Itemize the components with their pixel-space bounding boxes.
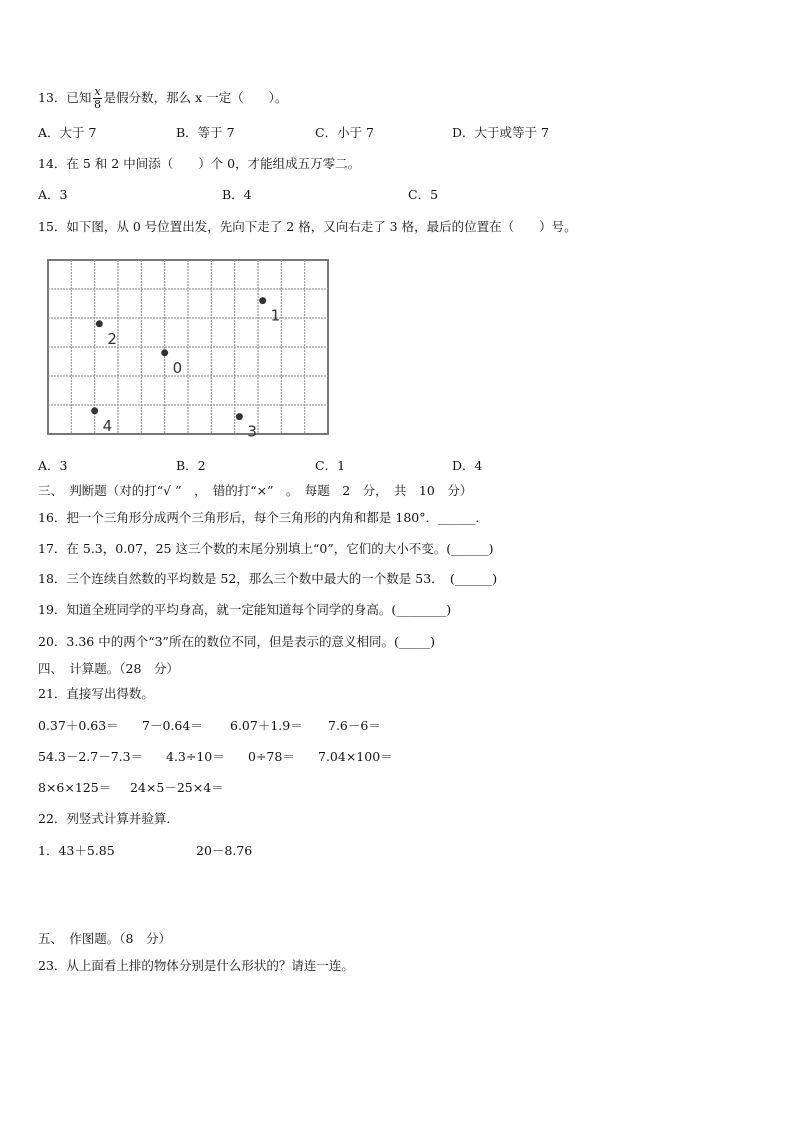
q21-row1-item: 7－0.64＝ <box>142 718 203 733</box>
q15-grid-svg <box>44 256 330 438</box>
q13-option-a: A．大于 7 <box>38 125 97 140</box>
q15-option-b: B．2 <box>176 458 206 473</box>
q13-suffix: 是假分数，那么 x 一定（ ）。 <box>103 90 288 105</box>
q17-stem: 17．在 5.3，0.07，25 这三个数的末尾分别填上“0”，它们的大小不变。(______) <box>38 541 494 556</box>
q13-option-c: C．小于 7 <box>315 125 374 140</box>
grid-point-0 <box>161 349 168 356</box>
q20-stem: 20．3.36 中的两个“3”所在的数位不同，但是表示的意义相同。(_____) <box>38 634 435 649</box>
q13-option-b: B．等于 7 <box>176 125 235 140</box>
q19-stem: 19．知道全班同学的平均身高，就一定能知道每个同学的身高。(________) <box>38 602 452 617</box>
grid-point-label-3: 3 <box>247 422 257 438</box>
q14-option-c: C．5 <box>408 187 439 202</box>
grid-point-label-1: 1 <box>270 306 281 325</box>
q14-stem: 14．在 5 和 2 中间添（ ）个 0，才能组成五万零二。 <box>38 156 361 171</box>
q16-stem: 16．把一个三角形分成两个三角形后，每个三角形的内角和都是 180°．______． <box>38 510 488 525</box>
q21-row2-item: 54.3－2.7－7.3＝ <box>38 749 144 764</box>
q22-item-2: 20－8.76 <box>196 843 253 858</box>
grid-point-3 <box>236 413 243 420</box>
q14-option-b: B．4 <box>222 187 252 202</box>
q18-stem: 18．三个连续自然数的平均数是 52，那么三个数中最大的一个数是 53． (______) <box>38 571 498 586</box>
q14-option-a: A．3 <box>38 187 68 202</box>
q15-option-c: C．1 <box>315 458 346 473</box>
q15-option-d: D．4 <box>452 458 483 473</box>
q13-fraction-denominator: 8 <box>94 98 102 111</box>
grid-point-label-2: 2 <box>107 329 117 348</box>
section-4-title: 四、 计算题。（28 分） <box>38 661 179 676</box>
q13-prefix: 13．已知 <box>38 90 92 105</box>
q13-fraction <box>93 86 101 111</box>
q21-stem: 21．直接写出得数。 <box>38 686 154 701</box>
q23-stem: 23．从上面看上排的物体分别是什么形状的？请连一连。 <box>38 958 354 973</box>
q13-stem <box>38 86 287 111</box>
q21-row2-item: 0÷78＝ <box>248 749 295 764</box>
grid-point-2 <box>96 320 103 327</box>
q15-stem: 15．如下图，从 0 号位置出发，先向下走了 2 格，又向右走了 3 格，最后的位置在（ ）号。 <box>38 219 577 234</box>
q21-row3-item: 8×6×125＝ <box>38 780 112 795</box>
q15-option-a: A．3 <box>38 458 68 473</box>
section-3-title: 三、 判断题（对的打“√ ” ， 错的打“×” 。 每题 2 分， 共 10 分） <box>38 483 473 498</box>
section-5-title: 五、 作图题。（8 分） <box>38 931 171 946</box>
q21-row1-item: 7.6－6＝ <box>328 718 381 733</box>
grid-point-4 <box>91 407 98 414</box>
grid-point-1 <box>259 297 266 304</box>
q13-option-d: D．大于或等于 7 <box>452 125 549 140</box>
q21-row1-item: 0.37＋0.63＝ <box>38 718 119 733</box>
q22-item-1: 1．43＋5.85 <box>38 843 115 858</box>
q21-row3-item: 24×5－25×4＝ <box>130 780 224 795</box>
q13-fraction-numerator: x <box>94 85 101 98</box>
q15-grid-figure <box>44 256 330 438</box>
q22-stem: 22．列竖式计算并验算. <box>38 811 171 826</box>
q21-row1-item: 6.07＋1.9＝ <box>230 718 303 733</box>
q21-row2-item: 4.3÷10＝ <box>166 749 225 764</box>
grid-point-label-4: 4 <box>102 416 113 435</box>
q21-row2-item: 7.04×100＝ <box>318 749 393 764</box>
grid-point-label-0: 0 <box>172 358 183 377</box>
